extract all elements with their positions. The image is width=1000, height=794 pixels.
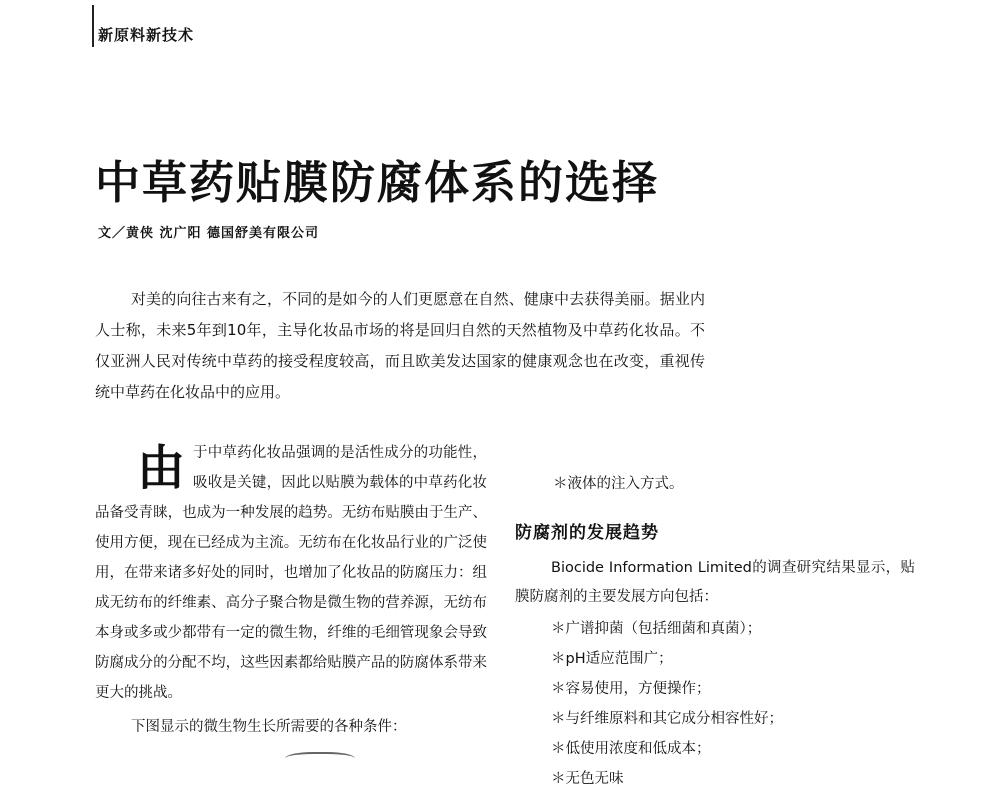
figure-fragment	[285, 752, 355, 768]
continued-list-item: ＊液体的注入方式。	[553, 476, 684, 492]
right-paragraph: Biocide Information Limited的调查研究结果显示，贴膜防腐剂的主要发展方向包括：	[515, 560, 915, 605]
left-paragraph-1-text: 于中草药化妆品强调的是活性成分的功能性，吸收是关键，因此以贴膜为载体的中草药化妆品备受青睐，也成为一种发展的趋势。无纺布贴膜由于生产、使用方便，现在已经成为主流。无纺布在化妆品行业的广泛使用，在带来诸多好处的同时，也增加了化妆品的防腐压力：组成无纺布的纤维素、高分子聚合物是微生物的营养源，无纺布本身或多或少都带有一定的微生物，纤维的毛细管现象会导致防腐成分的分配不均，这些因素都给贴膜产品的防腐体系带来更大的挑战。	[95, 445, 487, 701]
section-rule	[92, 5, 94, 47]
list-item: ＊广谱抑菌（包括细菌和真菌）；	[551, 621, 762, 637]
list-item: ＊容易使用，方便操作；	[551, 681, 711, 697]
list-item: ＊与纤维原料和其它成分相容性好；	[551, 711, 783, 727]
section-heading: 防腐剂的发展趋势	[515, 523, 659, 543]
list-item: ＊pH适应范围广；	[551, 651, 673, 667]
intro-block	[95, 284, 705, 408]
list-item: ＊低使用浓度和低成本；	[551, 741, 711, 757]
article-title: 中草药贴膜防腐体系的选择	[95, 156, 660, 209]
left-paragraph-2: 下图显示的微生物生长所需要的各种条件：	[131, 719, 407, 735]
drop-cap: 由	[137, 440, 186, 496]
section-label: 新原料新技术	[98, 26, 195, 44]
left-paragraph-1	[95, 438, 487, 708]
right-column	[515, 470, 915, 794]
byline: 文／黄侠 沈广阳 德国舒美有限公司	[98, 226, 320, 241]
trend-list	[515, 614, 915, 794]
left-column	[95, 438, 487, 742]
list-item: ＊无色无味	[551, 771, 624, 787]
intro-paragraph: 对美的向往古来有之，不同的是如今的人们更愿意在自然、健康中去获得美丽。据业内人士称，未来5年到10年，主导化妆品市场的将是回归自然的天然植物及中草药化妆品。不仅亚洲人民对传统中草药的接受程度较高，而且欧美发达国家的健康观念也在改变，重视传统中草药在化妆品中的应用。	[95, 290, 705, 401]
